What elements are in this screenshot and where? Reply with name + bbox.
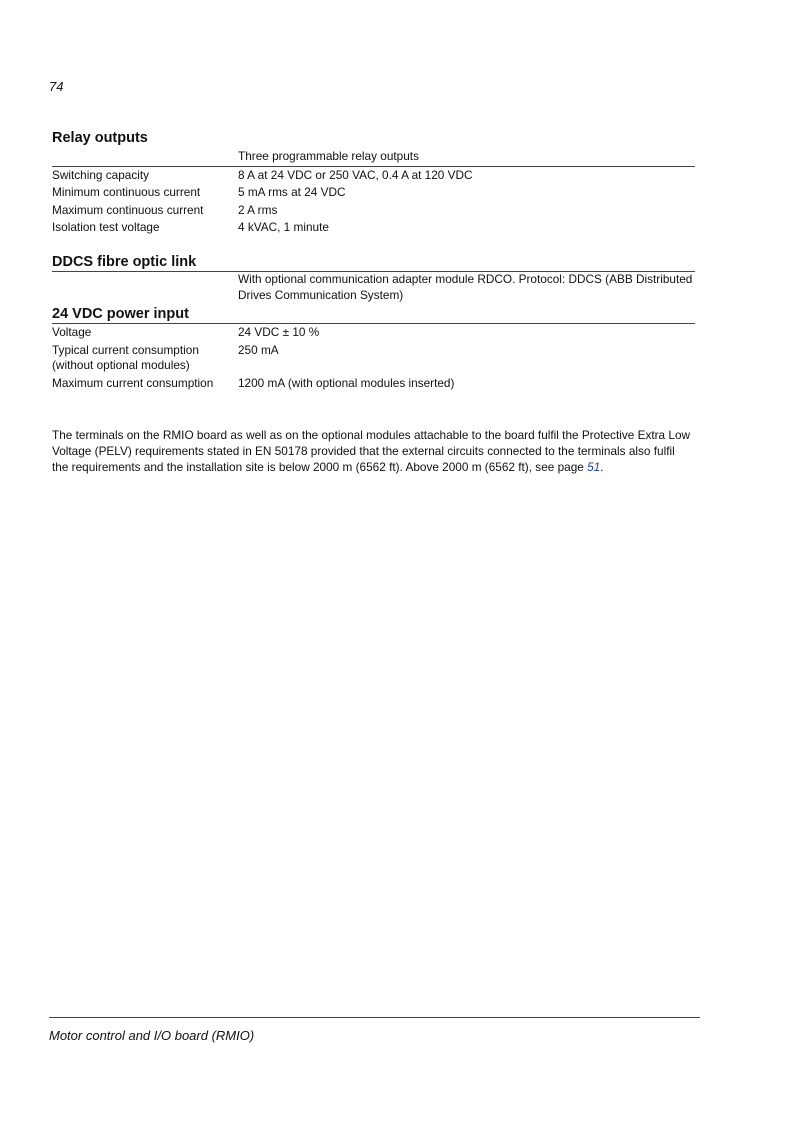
row-value: 5 mA rms at 24 VDC — [238, 185, 346, 199]
table-row — [52, 272, 695, 303]
section-title: DDCS fibre optic link — [52, 254, 197, 270]
relay-intro: Three programmable relay outputs — [238, 149, 419, 163]
page-link[interactable]: 51 — [587, 460, 601, 474]
table-row — [52, 219, 695, 237]
ddcs-description: With optional communication adapter module RDCO. Protocol: DDCS (ABB Distributed Drives Communication System) — [238, 272, 693, 302]
row-value: 250 mA — [238, 342, 279, 357]
relay-outputs-section — [52, 129, 695, 237]
table-row — [52, 202, 695, 220]
row-label: Typical current consumption (without optional modules) — [52, 342, 199, 372]
table-row — [52, 324, 695, 342]
table-row — [52, 148, 695, 166]
row-label: Maximum current consumption — [52, 375, 214, 390]
row-label: Maximum continuous current — [52, 202, 204, 217]
table-row — [52, 343, 695, 374]
note-end: . — [600, 460, 604, 474]
section-title: 24 VDC power input — [52, 306, 189, 322]
row-value: 2 A rms — [238, 202, 278, 217]
row-label: Voltage — [52, 325, 92, 339]
table-row — [52, 375, 695, 393]
row-value: 24 VDC ± 10 % — [238, 325, 320, 339]
power-input-section — [52, 305, 695, 392]
table-row — [52, 167, 695, 185]
row-value: 1200 mA (with optional modules inserted) — [238, 375, 455, 390]
row-label: Minimum continuous current — [52, 185, 201, 199]
page-number: 74 — [49, 79, 64, 94]
table-row — [52, 184, 695, 202]
section-title: Relay outputs — [52, 130, 148, 146]
ddcs-section — [52, 253, 695, 303]
row-label: Isolation test voltage — [52, 220, 160, 234]
pelv-note — [52, 427, 692, 475]
row-value: 8 A at 24 VDC or 250 VAC, 0.4 A at 120 VDC — [238, 167, 473, 182]
row-value: 4 kVAC, 1 minute — [238, 220, 329, 234]
row-label: Switching capacity — [52, 167, 150, 182]
note-text: The terminals on the RMIO board as well as on the optional modules attachable to the board fulfil the Protective Extra Low Voltage (PELV) requirements stated in EN 50178 provided that the external circuits connected to the terminals also fulfil the requirements and the installation site is below 2000 m (6562 ft). Above 2000 m (6562 ft), see page — [52, 428, 691, 474]
footer-title: Motor control and I/O board (RMIO) — [49, 1028, 255, 1043]
footer-rule — [49, 1017, 700, 1018]
